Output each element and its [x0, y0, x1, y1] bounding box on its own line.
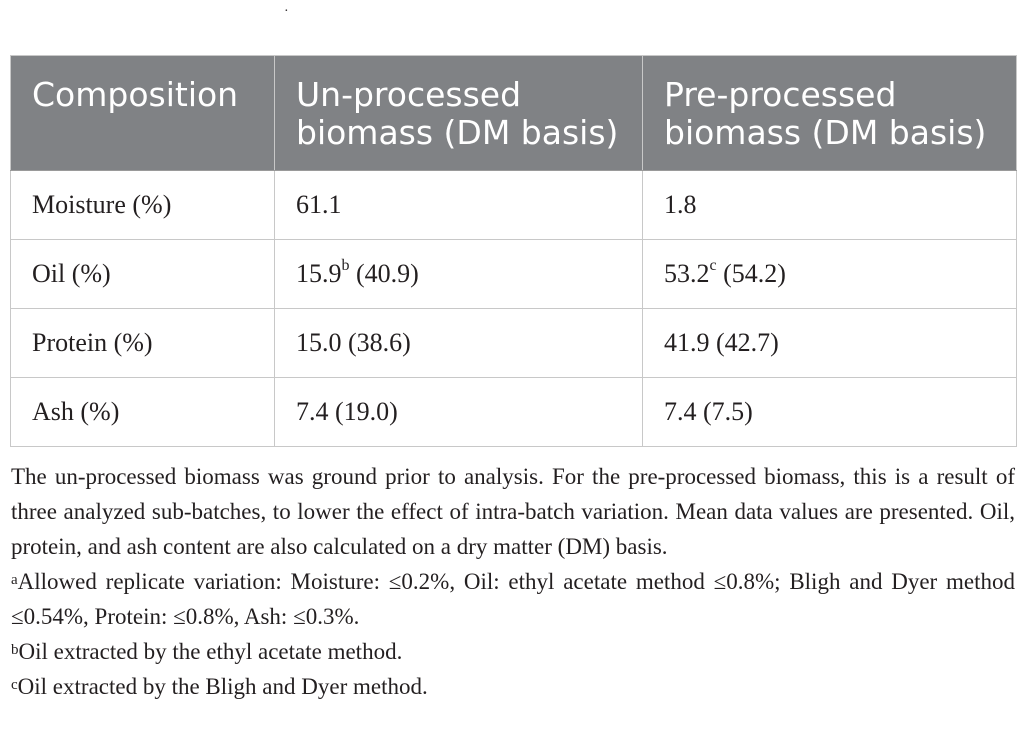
footnote-b: $^b$Oil extracted by the ethyl acetate method.: [11, 639, 403, 664]
composition-table: [10, 55, 1017, 447]
table-notes: [11, 459, 1015, 704]
top-mark: ·: [284, 4, 289, 19]
table-row: [11, 378, 1017, 447]
table-header-row: [11, 56, 1017, 171]
preprocessed-value: 53.2$^c$ (54.2): [643, 240, 1017, 309]
table-note-main: The un-processed biomass was ground prior to analysis. For the pre-processed biomass, this is a result of three analyzed sub-batches, to lower the effect of intra-batch variation. Mean data values are presented. Oil, protein, and ash content are also calculated on a dry matter (DM) basis.: [11, 464, 1015, 559]
table-row: [11, 240, 1017, 309]
unprocessed-value: 7.4 (19.0): [275, 378, 643, 447]
unprocessed-value: 15.9$^b$ (40.9): [275, 240, 643, 309]
preprocessed-value: 41.9 (42.7): [643, 309, 1017, 378]
row-label: Oil (%): [11, 240, 275, 309]
table-row: [11, 171, 1017, 240]
header-preprocessed: Pre-processed biomass (DM basis): [643, 56, 1017, 171]
header-unprocessed: Un-processed biomass (DM basis): [275, 56, 643, 171]
footnote-c: $^c$Oil extracted by the Bligh and Dyer method.: [11, 674, 428, 699]
footnote-a: $^a$Allowed replicate variation: Moisture: ≤0.2%, Oil: ethyl acetate method ≤0.8%; Bligh and Dyer method ≤0.54%, Protein: ≤0.8%, Ash: ≤0.3%.: [11, 569, 1015, 629]
row-label: Ash (%): [11, 378, 275, 447]
unprocessed-value: 15.0 (38.6): [275, 309, 643, 378]
footnote-ref: b: [341, 257, 350, 274]
preprocessed-value: 7.4 (7.5): [643, 378, 1017, 447]
row-label: Moisture (%): [11, 171, 275, 240]
footnote-ref: c: [709, 257, 717, 274]
preprocessed-value: 1.8: [643, 171, 1017, 240]
row-label: Protein (%): [11, 309, 275, 378]
header-composition: Composition: [11, 56, 275, 171]
unprocessed-value: 61.1: [275, 171, 643, 240]
table-row: [11, 309, 1017, 378]
